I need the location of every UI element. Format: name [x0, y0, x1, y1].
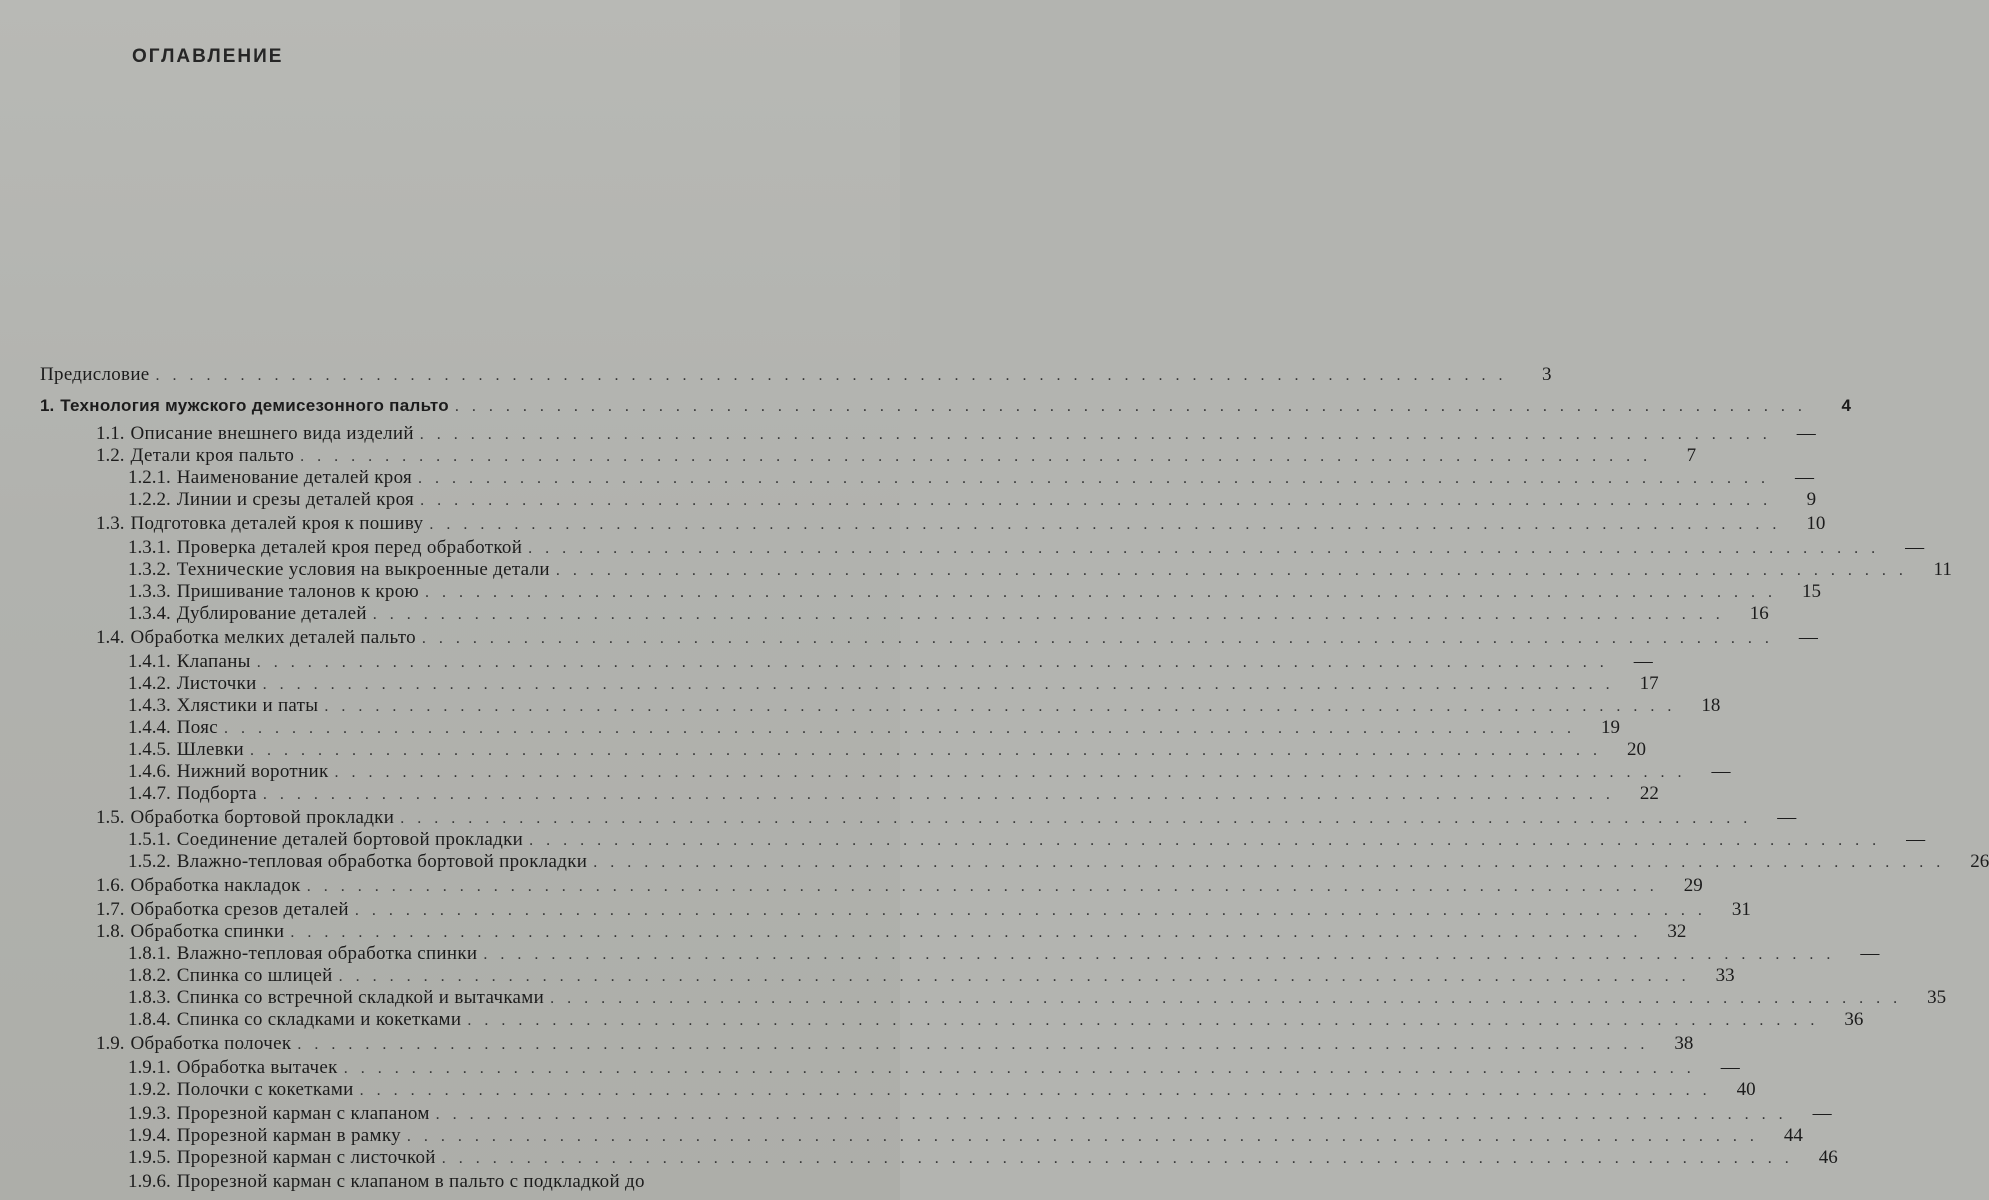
toc-entry-page: — [1720, 1057, 1740, 1078]
toc-entry-number: 1.5. [96, 807, 125, 828]
toc-entry [128, 1147, 1838, 1169]
toc-entry-title: Обработка срезов деталей [130, 899, 349, 920]
toc-entry-title: Спинка со шлицей [176, 965, 333, 986]
toc-entry-title: Прорезной карман с клапаном [176, 1103, 430, 1124]
dot-leader: ................................................................................ [343, 1060, 1704, 1077]
toc-entry-title: Прорезной карман с клапаном в пальто с подкладкой до [176, 1171, 645, 1192]
toc-entry-page: 38 [1674, 1033, 1694, 1054]
toc-entry [40, 364, 1552, 386]
toc-entry [128, 829, 1926, 851]
dot-leader: ................................................................................ [467, 1012, 1828, 1029]
dot-leader: ................................................................................ [406, 1128, 1767, 1145]
toc-entry-number: 1.9.4. [128, 1125, 171, 1146]
toc-entry-page: 35 [1927, 987, 1947, 1008]
toc-entry-title: Наименование деталей кроя [176, 467, 413, 488]
toc-entry-page: 22 [1639, 783, 1659, 804]
toc-entry-title: Описание внешнего вида изделий [130, 423, 414, 444]
dot-leader: ................................................................................ [429, 516, 1790, 533]
toc-entry-title: Дублирование деталей [176, 603, 367, 624]
toc-entry-number: 1.2.1. [128, 467, 171, 488]
toc-entry-title: Влажно-тепловая обработка бортовой прокладки [176, 851, 588, 872]
toc-entry-title: Обработка вытачек [176, 1057, 338, 1078]
toc-entry-number: 1.8.4. [128, 1009, 171, 1030]
toc-entry-page: — [1633, 651, 1653, 672]
dot-leader: ................................................................................ [420, 492, 1781, 509]
toc-entry-page: — [1906, 829, 1926, 850]
toc-entry-number: 1.7. [96, 899, 125, 920]
toc-entry-number: 1.9.3. [128, 1103, 171, 1124]
toc-entry-number: 1.4.4. [128, 717, 171, 738]
page-title: ОГЛАВЛЕНИЕ [132, 46, 284, 67]
toc-entry [128, 1103, 1832, 1125]
dot-leader: ................................................................................ [372, 606, 1733, 623]
toc-entry-page: 18 [1701, 695, 1721, 716]
dot-leader: ................................................................................ [324, 698, 1685, 715]
toc-entry-title: Влажно-тепловая обработка спинки [176, 943, 478, 964]
toc-entry-title: Спинка со складками и кокетками [176, 1009, 462, 1030]
toc-entry-title: Подборта [176, 783, 257, 804]
toc-entry-number: 1.3.4. [128, 603, 171, 624]
toc-entry [96, 1033, 1694, 1055]
dot-leader: ................................................................................ [250, 742, 1611, 759]
dot-leader: ................................................................................ [290, 924, 1651, 941]
toc-entry-page: 15 [1802, 581, 1822, 602]
toc-entry-page: 32 [1667, 921, 1687, 942]
toc-entry-title: Обработка спинки [130, 921, 285, 942]
toc-entry [96, 875, 1703, 897]
toc-entry-title: Проверка деталей кроя перед обработкой [176, 537, 523, 558]
toc-entry-number: 1.4.1. [128, 651, 171, 672]
dot-leader: ................................................................................ [354, 902, 1715, 919]
toc-entry-number: 1.9. [96, 1033, 125, 1054]
toc-entry-title: Соединение деталей бортовой прокладки [176, 829, 524, 850]
toc-entry-number: 1.2. [96, 445, 125, 466]
dot-leader: ................................................................................ [359, 1082, 1720, 1099]
toc-entry-number: 1.4.5. [128, 739, 171, 760]
toc-entry-title: Листочки [176, 673, 257, 694]
toc-entry-page: — [1812, 1103, 1832, 1124]
dot-leader: ................................................................................ [262, 676, 1623, 693]
dot-leader: ................................................................................ [555, 562, 1916, 579]
toc-entry [96, 807, 1797, 829]
toc-entry [96, 899, 1751, 921]
toc-entry-number: 1.9.5. [128, 1147, 171, 1168]
dot-leader: ................................................................................ [338, 968, 1699, 985]
dot-leader: ................................................................................ [334, 764, 1695, 781]
toc-entry-page: 19 [1600, 717, 1620, 738]
toc-entry-number: 1.3. [96, 513, 125, 534]
dot-leader: ................................................................................ [418, 470, 1779, 487]
toc-entry-title: Нижний воротник [176, 761, 329, 782]
toc-entry-page: 40 [1736, 1079, 1756, 1100]
toc-entry-page: 10 [1806, 513, 1826, 534]
toc-entry-page: 44 [1783, 1125, 1803, 1146]
toc-entry-page: 16 [1749, 603, 1769, 624]
toc-entry-title: Обработка бортовой прокладки [130, 807, 395, 828]
toc-entry-title: Детали кроя пальто [130, 445, 295, 466]
toc-entry [128, 467, 1815, 489]
dot-leader: ................................................................................ [419, 426, 1780, 443]
toc-entry [128, 695, 1721, 717]
toc-entry-title: Подготовка деталей кроя к пошиву [130, 513, 424, 534]
toc-entry-page: 11 [1933, 559, 1952, 580]
toc-entry-number: 1.5.2. [128, 851, 171, 872]
toc-entry-number: 1.2.2. [128, 489, 171, 510]
dot-leader: ................................................................................ [435, 1106, 1796, 1123]
dot-leader: ................................................................................ [400, 810, 1761, 827]
toc-entry-number: 1.1. [96, 423, 125, 444]
toc-entry [128, 987, 1947, 1009]
toc-entry [128, 537, 1925, 559]
toc-entry-title: Предисловие [40, 364, 150, 385]
toc-entry-number: 1.4.3. [128, 695, 171, 716]
toc-entry-title: Прорезной карман с листочкой [176, 1147, 436, 1168]
toc-entry-page: 9 [1806, 489, 1817, 510]
toc-entry-number: 1.5.1. [128, 829, 171, 850]
dot-leader: ................................................................................ [306, 878, 1667, 895]
toc-entry [96, 423, 1816, 445]
toc-entry-number: 1.3.3. [128, 581, 171, 602]
toc-entry-title: Линии и срезы деталей кроя [176, 489, 415, 510]
toc-entry [128, 1079, 1756, 1101]
toc-entry-page: 46 [1818, 1147, 1838, 1168]
toc-entry-page: 31 [1731, 899, 1751, 920]
toc-entry-number: 1.8. [96, 921, 125, 942]
dot-leader: ................................................................................ [441, 1150, 1802, 1167]
toc-entry-title: Пояс [176, 717, 218, 738]
toc-entry-title: Обработка полочек [130, 1033, 292, 1054]
toc-entry-title: Шлевки [176, 739, 245, 760]
dot-leader: ................................................................................ [300, 448, 1661, 465]
toc-entry-page: 36 [1844, 1009, 1864, 1030]
toc-entry-number: 1.8.2. [128, 965, 171, 986]
toc-entry [96, 921, 1687, 943]
toc-entry-page: 29 [1683, 875, 1703, 896]
toc-entry [128, 851, 1989, 873]
toc-entry-title: Обработка накладок [130, 875, 301, 896]
dot-leader: ................................................................................ [262, 786, 1623, 803]
toc-entry [128, 1009, 1864, 1031]
toc-entry [96, 445, 1697, 467]
dot-leader: ................................................................................ [528, 540, 1889, 557]
toc-entry-page: 26 [1970, 851, 1989, 872]
toc-entry [128, 783, 1659, 805]
dot-leader: ................................................................................ [297, 1036, 1658, 1053]
toc-entry-page: — [1796, 423, 1816, 444]
toc-entry-title: Клапаны [176, 651, 251, 672]
toc-entry [128, 489, 1817, 511]
toc-entry-title: Пришивание талонов к крою [176, 581, 420, 602]
toc-entry-page: — [1711, 761, 1731, 782]
toc-entry-page: — [1777, 807, 1797, 828]
toc-entry-number: 1.4.7. [128, 783, 171, 804]
toc-entry-number: 1.4.6. [128, 761, 171, 782]
toc-entry-number: 1.9.1. [128, 1057, 171, 1078]
toc-entry-title: Обработка мелких деталей пальто [130, 627, 416, 648]
toc-entry [96, 627, 1818, 649]
toc-entry [128, 717, 1620, 739]
dot-leader: ................................................................................ [421, 630, 1782, 647]
toc-entry-title: Технические условия на выкроенные детали [176, 559, 550, 580]
dot-leader: ................................................................................ [454, 398, 1815, 415]
toc-entry-title: Спинка со встречной складкой и вытачками [176, 987, 545, 1008]
toc-entry-title: Полочки с кокетками [176, 1079, 354, 1100]
toc-entry-page: 33 [1715, 965, 1735, 986]
dot-leader: ................................................................................ [550, 990, 1911, 1007]
dot-leader: ................................................................................ [593, 854, 1954, 871]
toc-entry [128, 673, 1659, 695]
toc-entry [128, 651, 1653, 673]
toc-entry-page: 3 [1542, 364, 1552, 385]
toc-entry [128, 739, 1647, 761]
toc-entry [128, 761, 1731, 783]
toc-entry [128, 1125, 1803, 1147]
dot-leader: ................................................................................ [529, 832, 1890, 849]
toc-entry-page: 20 [1627, 739, 1647, 760]
toc-entry-title: Технология мужского демисезонного пальто [60, 396, 449, 415]
toc-entry-number: 1.4.2. [128, 673, 171, 694]
dot-leader: ................................................................................ [223, 720, 1584, 737]
dot-leader: ................................................................................ [155, 367, 1516, 384]
toc-entry-number: 1.8.1. [128, 943, 171, 964]
toc-entry [128, 1057, 1740, 1079]
toc-entry [128, 559, 1952, 581]
toc-entry-number: 1.3.2. [128, 559, 171, 580]
toc-entry [96, 513, 1826, 535]
toc-entry-number: 1.3.1. [128, 537, 171, 558]
toc-entry-title: Прорезной карман в рамку [176, 1125, 401, 1146]
toc-entry-number: 1.9.2. [128, 1079, 171, 1100]
toc-entry [128, 603, 1769, 625]
toc-entry-page: — [1798, 627, 1818, 648]
toc-entry [128, 581, 1822, 603]
toc-entry-page: 17 [1639, 673, 1659, 694]
toc-entry-number: 1. [40, 396, 55, 415]
toc-entry-page: 4 [1841, 396, 1851, 415]
toc-entry-number: 1.8.3. [128, 987, 171, 1008]
toc-entry-title: Хлястики и паты [176, 695, 319, 716]
toc-entry-number: 1.4. [96, 627, 125, 648]
toc-entry-page: 7 [1686, 445, 1697, 466]
toc-entry-page: — [1795, 467, 1815, 488]
dot-leader: ................................................................................ [425, 584, 1786, 601]
dot-leader: ................................................................................ [256, 654, 1617, 671]
toc-entry-page: — [1860, 943, 1880, 964]
toc-entry [40, 395, 1851, 417]
dot-leader: ................................................................................ [483, 946, 1844, 963]
toc-entry [128, 965, 1735, 987]
toc-entry-number: 1.6. [96, 875, 125, 896]
toc-entry-number: 1.9.6. [128, 1171, 171, 1192]
toc-entry-page: — [1905, 537, 1925, 558]
toc-entry [128, 943, 1880, 965]
toc-entry [128, 1171, 810, 1193]
